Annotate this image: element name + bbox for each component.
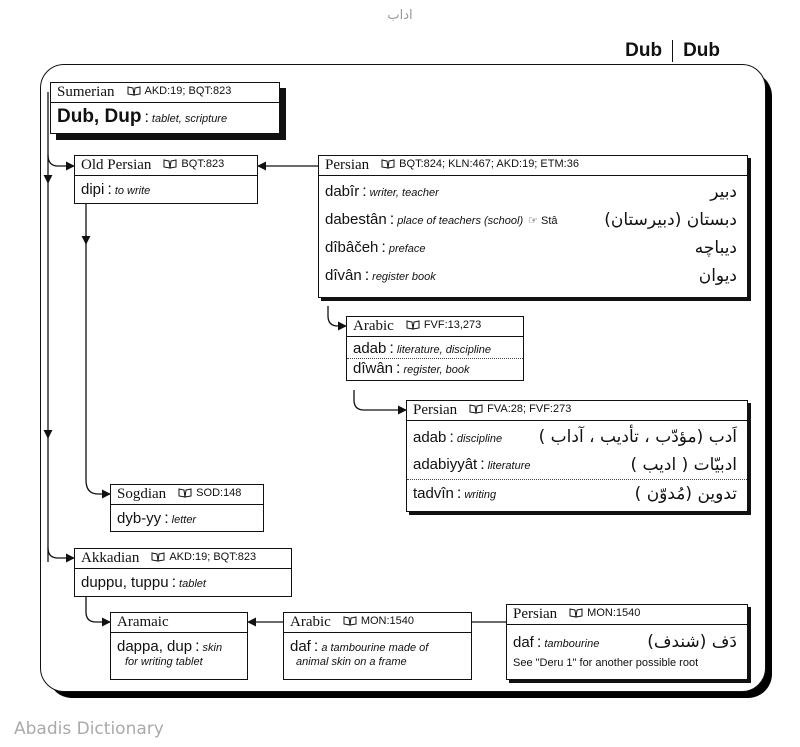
gloss: writer, teacher xyxy=(369,187,439,199)
gloss: register book xyxy=(372,271,436,283)
persian-word: ادبیّات ( ادیب ) xyxy=(630,455,737,475)
box-sumerian: Sumerian AKD:19; BQT:823 Dub, Dup : tablet, scripture xyxy=(50,82,280,134)
persian-word: دبیر xyxy=(710,182,737,202)
note: Stâ xyxy=(541,215,558,227)
lang-label: Persian xyxy=(325,157,370,173)
box-persian-2 xyxy=(406,400,748,512)
gloss: tambourine xyxy=(544,638,600,650)
entry-row: adab : literature, discipline xyxy=(347,337,523,359)
header-word-left: Dub xyxy=(625,40,663,61)
book-icon xyxy=(151,552,165,562)
entry-row: adabiyyât : literature ادبیّات ( ادیب ) xyxy=(407,450,747,480)
box-persian-1 xyxy=(318,155,748,298)
word: dîwân xyxy=(353,360,394,377)
persian-word: اَدب (مؤدّب ، تأدیب ، آداب ) xyxy=(538,427,737,447)
word: Dub, Dup xyxy=(57,106,142,127)
gloss-continued: animal skin on a frame xyxy=(296,656,407,668)
page-title: اداب xyxy=(387,8,413,23)
box-aramaic: Aramaic dappa, dup : skin for writing tablet xyxy=(110,612,248,680)
persian-word: دَف (شندف) xyxy=(647,632,737,652)
gloss: literature, discipline xyxy=(396,344,491,356)
refs: BQT:824; KLN:467; AKD:19; ETM:36 xyxy=(399,158,579,170)
line-to-akkadian xyxy=(48,548,74,558)
word: dappa, dup xyxy=(117,638,193,655)
box-akkadian: Akkadian AKD:19; BQT:823 duppu, tuppu : tablet xyxy=(74,548,292,597)
header-word-right: Dub xyxy=(683,40,720,61)
lang-label: Arabic xyxy=(353,318,394,334)
refs: FVF:13,273 xyxy=(423,319,482,331)
refs: FVA:28; FVF:273 xyxy=(487,403,572,415)
gloss: letter xyxy=(171,514,197,526)
gloss: tablet xyxy=(179,578,206,590)
persian-word: تدوین (مُدوّن ) xyxy=(634,484,737,504)
gloss: to write xyxy=(114,185,151,197)
entry-row: dîvân : register book دیوان xyxy=(325,266,737,286)
book-icon xyxy=(163,159,177,169)
word: tadvîn xyxy=(413,485,454,502)
pointing-hand-icon: ☞ xyxy=(528,215,539,227)
entry-row: dabîr : writer, teacher دبیر xyxy=(325,182,737,202)
lang-label: Aramaic xyxy=(117,614,169,630)
lang-label: Old Persian xyxy=(81,157,152,173)
box-arabic-2: Arabic MON:1540 daf : a tambourine made of animal skin on a frame xyxy=(283,612,472,680)
book-icon xyxy=(569,608,583,618)
book-icon xyxy=(127,86,141,96)
line-to-sogdian xyxy=(86,480,110,494)
line-to-aramaic xyxy=(86,597,110,622)
refs: AKD:19; BQT:823 xyxy=(169,551,257,563)
lang-label: Sogdian xyxy=(117,486,167,502)
word: dîvân xyxy=(325,267,362,284)
word: dîbâčeh xyxy=(325,239,379,256)
gloss: a tambourine made of xyxy=(321,642,429,654)
entry-row: dîbâčeh : preface دیباچه xyxy=(325,238,737,258)
gloss: discipline xyxy=(456,433,503,445)
refs: BQT:823 xyxy=(181,158,225,170)
word: dabestân xyxy=(325,211,387,228)
book-icon xyxy=(178,488,192,498)
refs: AKD:19; BQT:823 xyxy=(144,85,232,97)
lang-label: Persian xyxy=(413,402,458,418)
lang-label: Arabic xyxy=(290,614,331,630)
entry-row: dîwân : register, book xyxy=(353,360,470,377)
word: daf xyxy=(513,634,534,651)
gloss-continued: for writing tablet xyxy=(125,656,203,668)
gloss: skin xyxy=(202,642,223,654)
refs: MON:1540 xyxy=(360,615,415,627)
lang-label: Persian xyxy=(513,606,558,622)
gloss: register, book xyxy=(403,364,470,376)
box-sogdian: Sogdian SOD:148 dyb-yy : letter xyxy=(110,484,264,532)
book-icon xyxy=(381,159,395,169)
line-to-old-persian xyxy=(48,155,74,166)
word: dyb-yy xyxy=(117,510,162,527)
line-to-arabic1 xyxy=(328,306,346,326)
entry-row: adab : discipline اَدب (مؤدّب ، تأدیب ، آداب ) xyxy=(413,427,737,447)
gloss: writing xyxy=(464,489,497,501)
gloss: literature xyxy=(487,460,531,472)
entry-row: dabestân : place of teachers (school) ☞ Stâ دبستان (دبیرستان) xyxy=(325,210,737,230)
persian-word: دیوان xyxy=(698,266,737,286)
book-icon xyxy=(469,404,483,414)
box-persian-3 xyxy=(506,604,748,680)
word: daf xyxy=(290,638,311,655)
word: dipi xyxy=(81,181,105,198)
word: adabiyyât xyxy=(413,456,478,473)
brand-footer: Abadis Dictionary xyxy=(14,719,164,739)
word: duppu, tuppu xyxy=(81,574,169,591)
persian-word: دیباچه xyxy=(694,238,737,258)
entry-row: daf : tambourine دَف (شندف) xyxy=(513,632,737,652)
box-arabic-1 xyxy=(346,316,524,381)
book-icon xyxy=(406,320,420,330)
word: adab xyxy=(353,340,387,357)
refs: SOD:148 xyxy=(196,487,242,499)
box-old-persian: Old Persian BQT:823 dipi : to write xyxy=(74,155,258,204)
entry-row: tadvîn : writing تدوین (مُدوّن ) xyxy=(413,484,737,504)
word: dabîr xyxy=(325,183,360,200)
word: adab xyxy=(413,429,447,446)
lang-label: Sumerian xyxy=(57,84,115,100)
lang-label: Akkadian xyxy=(81,550,140,566)
note: See "Deru 1" for another possible root xyxy=(513,657,699,669)
gloss: tablet, scripture xyxy=(151,113,228,125)
gloss: place of teachers (school) xyxy=(397,215,524,227)
persian-word: دبستان (دبیرستان) xyxy=(604,210,737,230)
line-to-persian2 xyxy=(354,390,406,410)
refs: MON:1540 xyxy=(587,607,641,619)
book-icon xyxy=(343,616,357,626)
gloss: preface xyxy=(388,243,426,255)
